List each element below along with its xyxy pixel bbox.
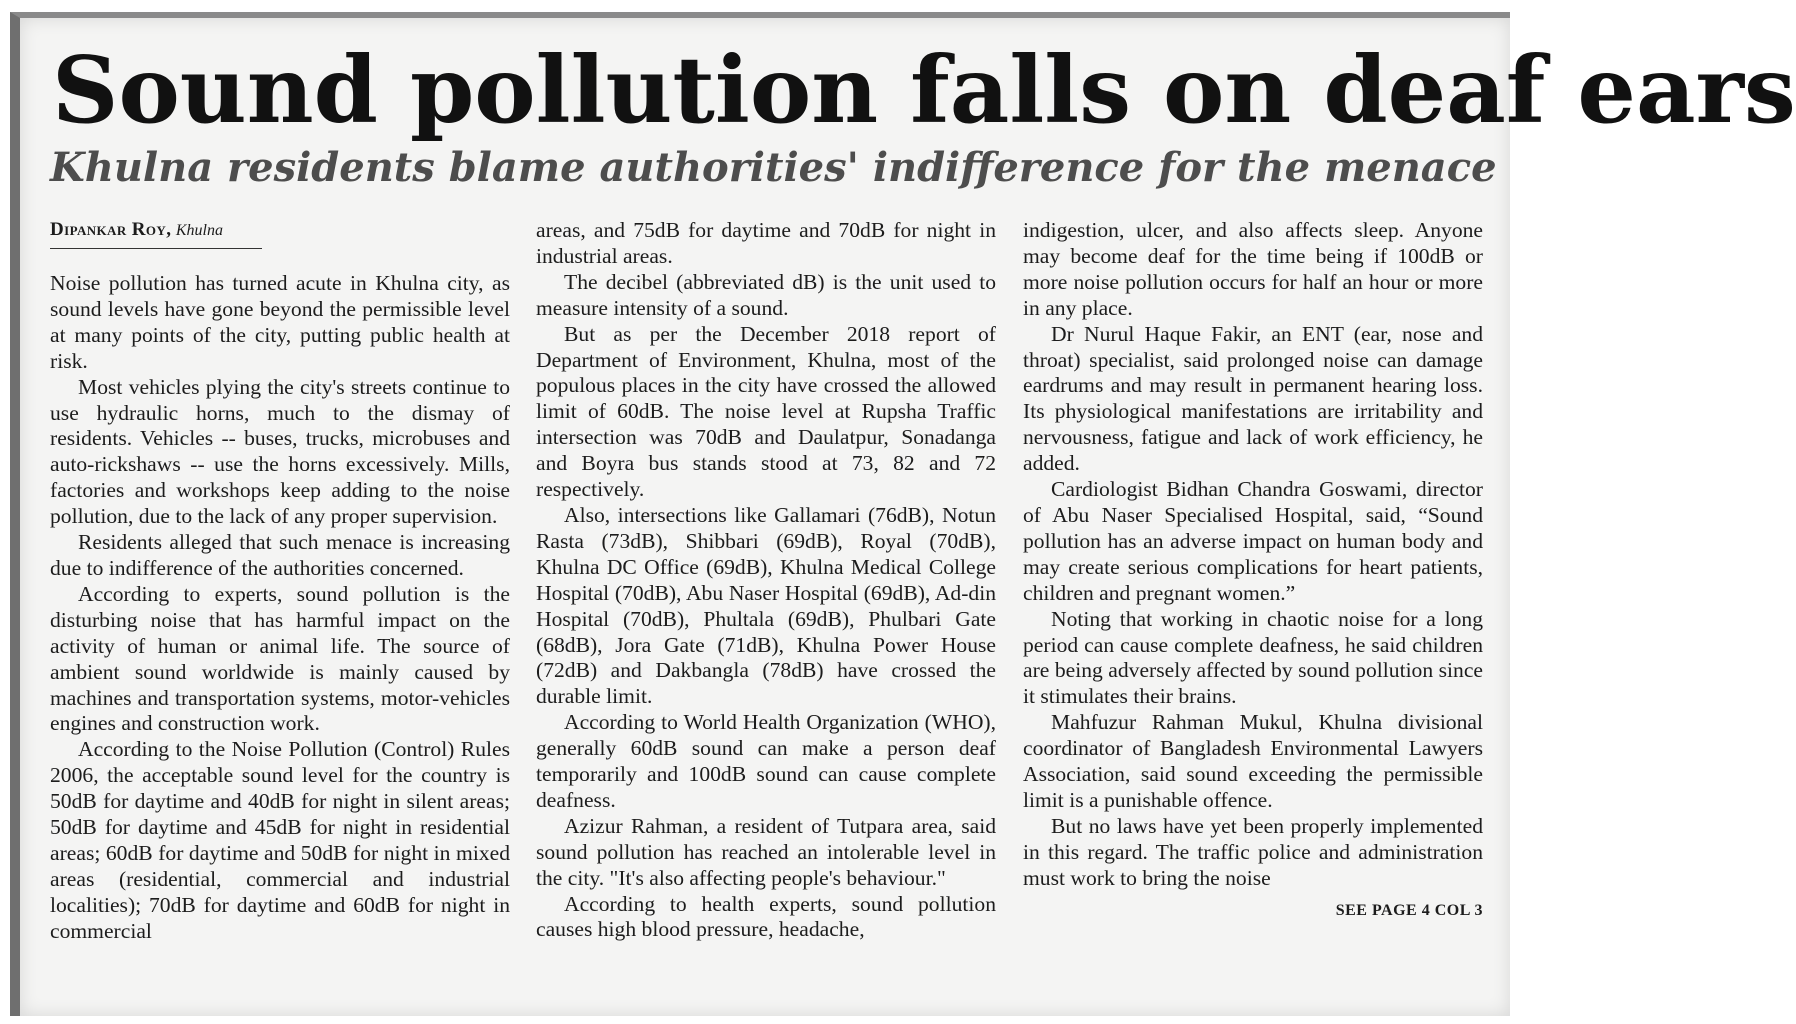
paragraph: The decibel (abbreviated dB) is the unit used to measure intensity of a sound.	[536, 269, 996, 320]
paragraph: Also, intersections like Gallamari (76dB), Notun Rasta (73dB), Shibbari (69dB), Royal (70dB), Khulna DC Office (69dB), Khulna Medical College Hospital (70dB), Abu Naser Hospital (69dB), Ad-din Hospital (70dB), Phultala (69dB), Phulbari Gate (68dB), Jora Gate (71dB), Khulna Power House (72dB) and Dakbangla (78dB) have crossed the durable limit.	[536, 502, 996, 709]
headline: Sound pollution falls on deaf ears	[52, 36, 1796, 144]
article-column-1	[50, 218, 510, 945]
article-column-2	[536, 218, 996, 943]
byline-location: Khulna	[175, 222, 223, 239]
paragraph: According to health experts, sound pollution causes high blood pressure, headache,	[536, 891, 996, 942]
paragraph: areas, and 75dB for daytime and 70dB for night in industrial areas.	[536, 218, 996, 268]
paragraph: According to the Noise Pollution (Control) Rules 2006, the acceptable sound level for the country is 50dB for daytime and 40dB for night in silent areas; 50dB for daytime and 45dB for night in residential areas; 60dB for daytime and 50dB for night in mixed areas (residential, commercial and industrial localities); 70dB for daytime and 60dB for night in commercial	[50, 737, 510, 943]
paragraph: Cardiologist Bidhan Chandra Goswami, director of Abu Naser Specialised Hospital, said, “Sound pollution has an adverse impact on human body and may create serious complications for heart patients, children and pregnant women.”	[1023, 477, 1483, 605]
paragraph: But no laws have yet been properly implemented in this regard. The traffic police and administration must work to bring the noise	[1023, 813, 1483, 890]
byline-author: Dipankar Roy,	[50, 219, 172, 240]
paragraph: Dr Nurul Haque Fakir, an ENT (ear, nose and throat) specialist, said prolonged noise can damage eardrums and may result in permanent hearing loss. Its physiological manifestations are irritability and nervousness, fatigue and lack of work efficiency, he added.	[1023, 321, 1483, 476]
paragraph: Noise pollution has turned acute in Khulna city, as sound levels have gone beyond the permissible level at many points of the city, putting public health at risk.	[50, 271, 510, 373]
jump-line: SEE PAGE 4 COL 3	[1335, 901, 1483, 919]
paragraph: Mahfuzur Rahman Mukul, Khulna divisional coordinator of Bangladesh Environmental Lawyers Association, said sound exceeding the permissible limit is a punishable offence.	[1023, 710, 1483, 812]
article-column-3	[1023, 218, 1483, 923]
paragraph: But as per the December 2018 report of Department of Environment, Khulna, most of the populous places in the city have crossed the allowed limit of 60dB. The noise level at Rupsha Traffic intersection was 70dB and Daulatpur, Sonadanga and Boyra bus stands stood at 73, 82 and 72 respectively.	[536, 321, 996, 502]
paragraph: According to experts, sound pollution is the disturbing noise that has harmful impact on the activity of human or animal life. The source of ambient sound worldwide is mainly caused by machines and transportation systems, motor-vehicles engines and construction work.	[50, 581, 510, 736]
paragraph: Noting that working in chaotic noise for a long period can cause complete deafness, he said children are being adversely affected by sound pollution since it stimulates their brains.	[1023, 606, 1483, 709]
byline	[50, 218, 262, 249]
paragraph: indigestion, ulcer, and also affects sleep. Anyone may become deaf for the time being if 100dB or more noise pollution occurs for half an hour or more in any place.	[1023, 218, 1483, 320]
paragraph: According to World Health Organization (WHO), generally 60dB sound can make a person deaf temporarily and 100dB sound can cause complete deafness.	[536, 710, 996, 812]
subheadline: Khulna residents blame authorities' indifference for the menace	[50, 144, 1497, 191]
paragraph: Azizur Rahman, a resident of Tutpara area, said sound pollution has reached an intolerable level in the city. "It's also affecting people's behaviour."	[536, 813, 996, 890]
paragraph: Residents alleged that such menace is increasing due to indifference of the authorities concerned.	[50, 530, 510, 580]
paragraph: Most vehicles plying the city's streets continue to use hydraulic horns, much to the dismay of residents. Vehicles -- buses, trucks, microbuses and auto-rickshaws -- use the horns excessively. Mills, factories and workshops keep adding to the noise pollution, due to the lack of any proper supervision.	[50, 374, 510, 529]
